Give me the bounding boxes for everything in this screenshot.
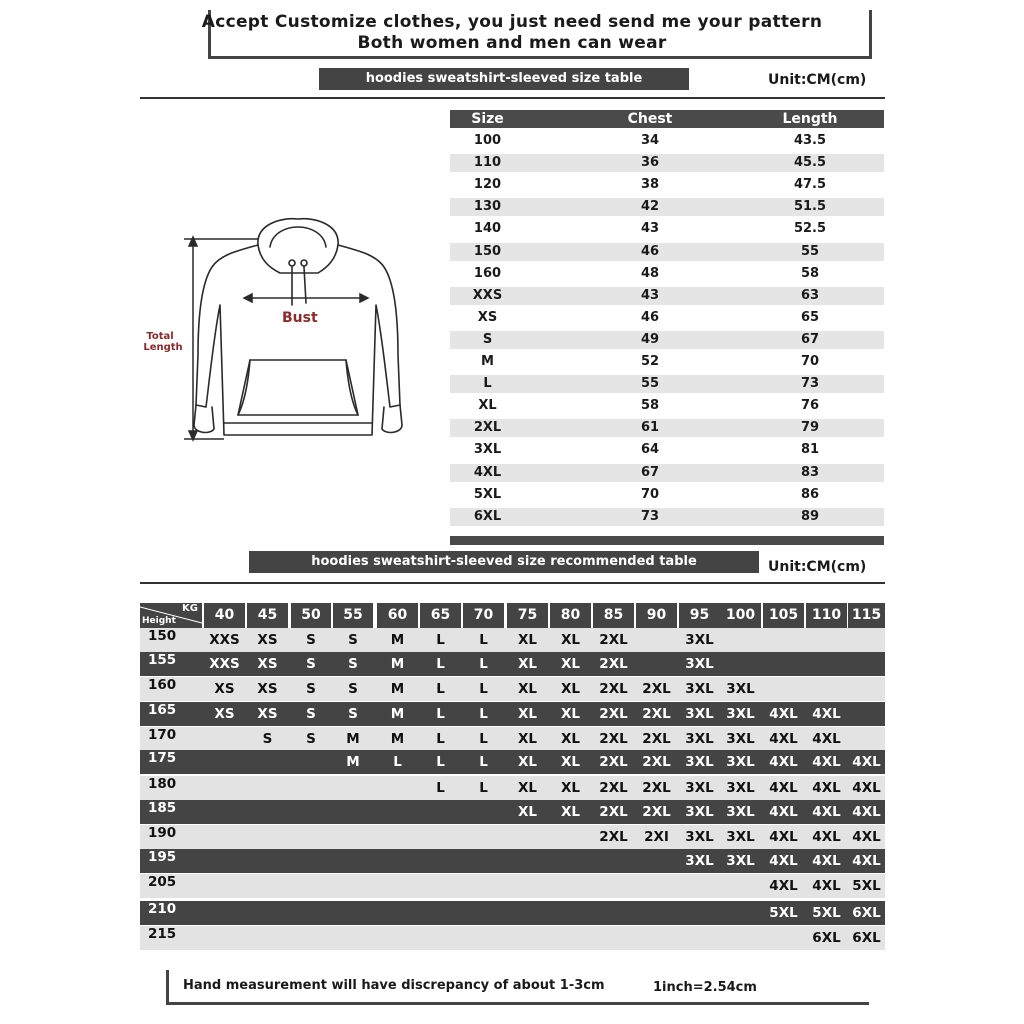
size-recommendation-cell: 2XL — [599, 681, 628, 697]
kg-column-header: 115 — [848, 603, 885, 628]
size-recommendation-cell: 3XL — [726, 754, 755, 770]
size-recommendation-cell: M — [390, 706, 405, 722]
size-recommendation-cell: 3XL — [685, 706, 714, 722]
size-recommendation-cell: 5XL — [852, 878, 881, 894]
size-table-cell: 160 — [473, 265, 502, 281]
height-cell: 205 — [148, 874, 177, 890]
size-recommendation-cell: XL — [560, 681, 580, 697]
size-recommendation-cell: 6XL — [852, 905, 881, 921]
size-recommendation-cell: S — [306, 731, 316, 747]
size-table-cell: 46 — [640, 309, 660, 325]
size-recommendation-cell: 3XL — [726, 853, 755, 869]
header-line-2: Both women and men can wear — [357, 33, 667, 53]
size-recommendation-cell: 5XL — [812, 905, 841, 921]
size-recommendation-cell: 3XL — [685, 754, 714, 770]
size-recommendation-cell: 2XL — [642, 706, 671, 722]
size-recommendation-cell: 4XL — [769, 804, 798, 820]
size-table-column-header: Length — [782, 111, 838, 127]
size-table-cell: 67 — [800, 331, 820, 347]
size-recommendation-cell: S — [262, 731, 273, 747]
size-table-cell: 79 — [800, 420, 820, 436]
size-recommendation-cell: M — [346, 731, 360, 747]
kg-column-header: 75 — [507, 603, 548, 628]
size-recommendation-cell: L — [436, 656, 445, 672]
size-recommendation-cell: 2XL — [599, 632, 628, 648]
kg-height-corner — [140, 603, 202, 628]
size-recommendation-cell: XS — [257, 706, 278, 722]
height-cell: 150 — [148, 628, 177, 644]
recommend-table-row — [140, 750, 885, 774]
size-recommendation-cell: 2XI — [644, 829, 669, 845]
height-corner-label: Height — [142, 616, 176, 626]
size-table-cell: 73 — [800, 376, 820, 392]
size-table-cell: 5XL — [473, 486, 502, 502]
size-recommendation-cell: 3XL — [726, 804, 755, 820]
size-table-cell: 6XL — [473, 508, 502, 524]
size-recommendation-cell: 4XL — [812, 804, 841, 820]
size-recommendation-cell: 4XL — [769, 754, 798, 770]
size-recommendation-cell: 3XL — [685, 731, 714, 747]
kg-column-header: 55 — [333, 603, 373, 628]
size-table-cell: 34 — [640, 133, 660, 148]
size-table-cell: 52 — [640, 354, 660, 369]
size-recommendation-cell: 4XL — [769, 731, 798, 747]
size-table-cell: 43 — [640, 221, 660, 237]
size-recommendation-cell: S — [348, 656, 358, 672]
size-table-cell: 49 — [640, 331, 660, 347]
size-recommendation-cell: XS — [214, 706, 235, 722]
length-label-top: Total — [146, 331, 174, 342]
size-recommendation-cell: 4XL — [769, 853, 798, 869]
size-recommendation-cell: 2XL — [599, 829, 628, 845]
size-recommendation-cell: S — [306, 632, 316, 648]
size-recommendation-cell: 4XL — [852, 853, 881, 869]
size-recommendation-cell: XL — [517, 681, 537, 697]
size-table-cell: XL — [478, 398, 497, 414]
size-table-cell: 83 — [800, 464, 820, 480]
recommend-table-row — [140, 874, 885, 898]
recommend-table-title: hoodies sweatshirt-sleeved size recommended table — [249, 551, 759, 573]
height-cell: 190 — [148, 825, 177, 841]
size-recommendation-cell: 2XL — [599, 731, 628, 747]
size-table-row — [450, 397, 884, 415]
kg-column-header: 70 — [463, 603, 504, 628]
size-recommendation-cell: 4XL — [769, 878, 798, 894]
size-table-cell: 65 — [800, 309, 820, 325]
size-recommendation-cell: XXS — [209, 656, 240, 672]
size-table-cell: 48 — [640, 265, 660, 281]
kg-column-header: 40 — [204, 603, 245, 628]
size-table-cell: 73 — [640, 508, 660, 524]
size-recommendation-cell: L — [436, 731, 445, 747]
height-cell: 210 — [148, 901, 177, 917]
size-table-row — [450, 309, 884, 327]
size-table-row — [450, 287, 884, 305]
size-recommendation-cell: 6XL — [852, 930, 881, 946]
recommend-table-row — [140, 926, 885, 950]
size-recommendation-cell: M — [390, 681, 405, 697]
size-table-cell: 42 — [640, 199, 660, 215]
kg-column-header: 80 — [550, 603, 591, 628]
divider-top — [140, 97, 885, 99]
size-recommendation-cell: XL — [517, 632, 537, 648]
bust-label: Bust — [282, 310, 318, 326]
length-label-bottom: Length — [143, 342, 183, 353]
size-table-unit: Unit:CM(cm) — [768, 72, 867, 88]
recommend-table-row — [140, 800, 885, 824]
size-table-row — [450, 353, 884, 371]
size-table-row — [450, 198, 884, 216]
size-table-row — [450, 508, 884, 526]
size-recommendation-cell: M — [390, 656, 405, 672]
size-table-row — [450, 375, 884, 393]
size-table-row — [450, 464, 884, 482]
size-recommendation-cell: 3XL — [685, 853, 714, 869]
size-recommendation-cell: 3XL — [685, 681, 714, 697]
size-recommendation-cell: XL — [560, 656, 580, 672]
height-cell: 170 — [148, 727, 177, 743]
size-recommendation-cell: 3XL — [685, 632, 714, 648]
size-recommendation-cell: S — [348, 706, 358, 722]
size-recommendation-cell: L — [436, 681, 445, 697]
size-recommendation-cell: L — [479, 731, 488, 747]
size-table-cell: L — [483, 376, 492, 392]
size-recommendation-cell: 2XL — [599, 706, 628, 722]
size-recommendation-cell: 4XL — [769, 829, 798, 845]
size-recommendation-cell: 2XL — [599, 754, 628, 770]
size-table-cell: 100 — [473, 133, 502, 148]
size-recommendation-cell: L — [436, 754, 445, 770]
size-recommendation-cell: 2XL — [599, 780, 628, 796]
size-recommendation-cell: 5XL — [769, 905, 798, 921]
size-recommendation-cell: XL — [560, 754, 580, 770]
size-recommendation-cell: XL — [560, 731, 580, 747]
recommend-table-row — [140, 776, 885, 800]
size-recommendation-cell: S — [348, 681, 358, 697]
size-recommendation-cell: XS — [214, 681, 235, 697]
size-recommendation-cell: M — [390, 632, 405, 648]
size-recommendation-cell: 4XL — [769, 706, 798, 722]
size-recommendation-cell: L — [436, 706, 445, 722]
size-recommendation-cell: XXS — [209, 632, 240, 648]
size-table-cell: 70 — [800, 354, 820, 369]
size-table-cell: 36 — [640, 155, 660, 171]
size-recommendation-cell: 6XL — [812, 930, 841, 946]
recommend-table-row — [140, 901, 885, 925]
size-table-cell: 38 — [640, 177, 660, 193]
size-recommendation-cell: 4XL — [852, 754, 881, 770]
size-recommendation-cell: XS — [257, 632, 278, 648]
size-recommendation-cell: 3XL — [726, 829, 755, 845]
size-table-column-header: Chest — [627, 111, 673, 127]
size-recommendation-cell: 4XL — [852, 829, 881, 845]
size-table-cell: 4XL — [473, 464, 502, 480]
size-table-row — [450, 154, 884, 172]
size-table-row — [450, 220, 884, 238]
recommend-table-row — [140, 825, 885, 849]
size-table-cell: M — [481, 354, 494, 369]
size-recommendation-cell: 4XL — [812, 829, 841, 845]
size-table-cell: 58 — [800, 265, 820, 281]
size-recommendation-cell: S — [306, 706, 316, 722]
size-table-cell: 140 — [473, 221, 502, 237]
height-cell: 215 — [148, 926, 177, 942]
size-table-cell: 43 — [640, 287, 660, 303]
size-recommendation-cell: 2XL — [642, 804, 671, 820]
size-table-cell: 47.5 — [793, 177, 827, 193]
recommend-table-row — [140, 628, 885, 652]
size-table-row — [450, 419, 884, 437]
size-recommendation-cell: 4XL — [852, 780, 881, 796]
kg-column-header: 90 — [636, 603, 677, 628]
size-recommendation-cell: 2XL — [642, 681, 671, 697]
height-cell: 175 — [148, 750, 177, 766]
size-recommendation-cell: XL — [517, 780, 537, 796]
kg-column-header: 60 — [377, 603, 418, 628]
size-table-cell: 43.5 — [793, 133, 827, 148]
size-table-title: hoodies sweatshirt-sleeved size table — [319, 68, 689, 90]
kg-corner-label: KG — [182, 603, 198, 614]
size-table-cell: 70 — [640, 486, 660, 502]
height-cell: 180 — [148, 776, 177, 792]
kg-column-header: 45 — [247, 603, 288, 628]
recommend-table-row — [140, 677, 885, 701]
size-table-cell: 2XL — [473, 420, 502, 436]
size-recommendation-cell: 3XL — [726, 681, 755, 697]
size-recommendation-cell: L — [436, 632, 445, 648]
size-recommendation-cell: 4XL — [812, 731, 841, 747]
size-recommendation-cell: M — [390, 731, 405, 747]
size-recommendation-cell: 3XL — [726, 780, 755, 796]
size-recommendation-cell: 3XL — [685, 780, 714, 796]
recommend-table-row — [140, 727, 885, 751]
size-table-cell: 67 — [640, 464, 660, 480]
size-recommendation-cell: 3XL — [685, 829, 714, 845]
size-table-cell: XS — [477, 309, 498, 325]
kg-column-header: 110 — [806, 603, 847, 628]
header-line-1: Accept Customize clothes, you just need send me your pattern — [201, 12, 823, 32]
size-recommendation-cell: 2XL — [599, 656, 628, 672]
height-cell: 185 — [148, 800, 177, 816]
height-cell: 165 — [148, 702, 177, 718]
size-recommendation-cell: L — [436, 780, 445, 796]
size-table-cell: 63 — [800, 287, 820, 303]
size-recommendation-cell: L — [479, 780, 488, 796]
size-table-cell: 46 — [640, 243, 660, 259]
size-recommendation-cell: S — [348, 632, 358, 648]
size-recommendation-cell: XL — [517, 656, 537, 672]
recommend-table-row — [140, 702, 885, 726]
size-table-cell: 45.5 — [793, 155, 827, 171]
measurement-note: Hand measurement will have discrepancy of about 1-3cm — [183, 978, 605, 993]
recommend-table-unit: Unit:CM(cm) — [768, 559, 867, 575]
size-table-cell: 55 — [800, 243, 820, 259]
kg-column-header: 50 — [291, 603, 331, 628]
size-recommendation-cell: 2XL — [599, 804, 628, 820]
size-table-row — [450, 176, 884, 194]
size-table-row — [450, 265, 884, 283]
size-table-cell: 120 — [473, 177, 502, 193]
size-recommendation-cell: XL — [517, 731, 537, 747]
size-table-footer-bar — [450, 536, 884, 545]
size-recommendation-cell: 3XL — [685, 804, 714, 820]
size-recommendation-cell: 4XL — [769, 780, 798, 796]
kg-column-header: 100 — [720, 603, 761, 628]
size-recommendation-cell: L — [479, 706, 488, 722]
size-table-row — [450, 331, 884, 349]
size-table-cell: 61 — [640, 420, 660, 436]
size-recommendation-cell: XL — [517, 754, 537, 770]
recommend-table-row — [140, 652, 885, 676]
size-recommendation-cell: L — [479, 681, 488, 697]
size-table-cell: S — [482, 331, 493, 347]
recommend-table-row — [140, 849, 885, 873]
size-recommendation-cell: XL — [560, 780, 580, 796]
size-table-cell: 51.5 — [793, 199, 827, 215]
kg-column-header: 85 — [593, 603, 634, 628]
size-recommendation-cell: 4XL — [812, 706, 841, 722]
size-recommendation-cell: 3XL — [685, 656, 714, 672]
kg-column-header: 105 — [763, 603, 804, 628]
height-cell: 160 — [148, 677, 177, 693]
size-recommendation-cell: 4XL — [812, 780, 841, 796]
hoodie-diagram — [140, 215, 440, 450]
height-cell: 155 — [148, 652, 177, 668]
size-recommendation-cell: 2XL — [642, 780, 671, 796]
size-table-row — [450, 243, 884, 261]
size-table-row — [450, 486, 884, 504]
size-table-cell: 86 — [800, 486, 820, 502]
size-recommendation-cell: XS — [257, 656, 278, 672]
size-table-cell: 64 — [640, 442, 660, 458]
size-recommendation-cell: XS — [257, 681, 278, 697]
size-recommendation-cell: XL — [517, 706, 537, 722]
size-recommendation-cell: 2XL — [642, 731, 671, 747]
height-cell: 195 — [148, 849, 177, 865]
size-recommendation-cell: 3XL — [726, 731, 755, 747]
size-recommendation-cell: 4XL — [812, 878, 841, 894]
size-recommendation-cell: L — [479, 632, 488, 648]
size-recommendation-cell: XL — [517, 804, 537, 820]
size-recommendation-cell: 3XL — [726, 706, 755, 722]
size-recommendation-cell: L — [393, 754, 402, 770]
size-table-header — [450, 110, 884, 128]
size-recommendation-cell: XL — [560, 632, 580, 648]
kg-column-header: 95 — [679, 603, 720, 628]
size-recommendation-cell: 4XL — [812, 853, 841, 869]
size-recommendation-cell: XL — [560, 804, 580, 820]
size-recommendation-cell: S — [306, 656, 316, 672]
size-table-row — [450, 132, 884, 150]
size-recommendation-cell: M — [346, 754, 360, 770]
kg-column-header: 65 — [420, 603, 461, 628]
size-recommendation-cell: 4XL — [812, 754, 841, 770]
size-table-cell: XXS — [472, 287, 503, 303]
size-table-cell: 55 — [640, 376, 660, 392]
size-table-cell: 110 — [473, 155, 502, 171]
size-recommendation-cell: S — [306, 681, 316, 697]
size-table-cell: 52.5 — [793, 221, 827, 237]
size-table-column-header: Size — [471, 111, 504, 127]
size-table-cell: 76 — [800, 398, 820, 414]
size-table-cell: 89 — [800, 508, 820, 524]
size-recommendation-cell: 2XL — [642, 754, 671, 770]
size-recommendation-cell: 4XL — [852, 804, 881, 820]
size-recommendation-cell: XL — [560, 706, 580, 722]
size-table-cell: 81 — [800, 442, 820, 458]
divider-middle — [140, 582, 885, 584]
inch-conversion: 1inch=2.54cm — [653, 980, 757, 995]
size-table-cell: 3XL — [473, 442, 502, 458]
size-table-row — [450, 441, 884, 459]
size-table-cell: 130 — [473, 199, 502, 215]
size-recommendation-cell: L — [479, 656, 488, 672]
size-recommendation-cell: L — [479, 754, 488, 770]
size-table-cell: 150 — [473, 243, 502, 259]
size-table-cell: 58 — [640, 398, 660, 414]
